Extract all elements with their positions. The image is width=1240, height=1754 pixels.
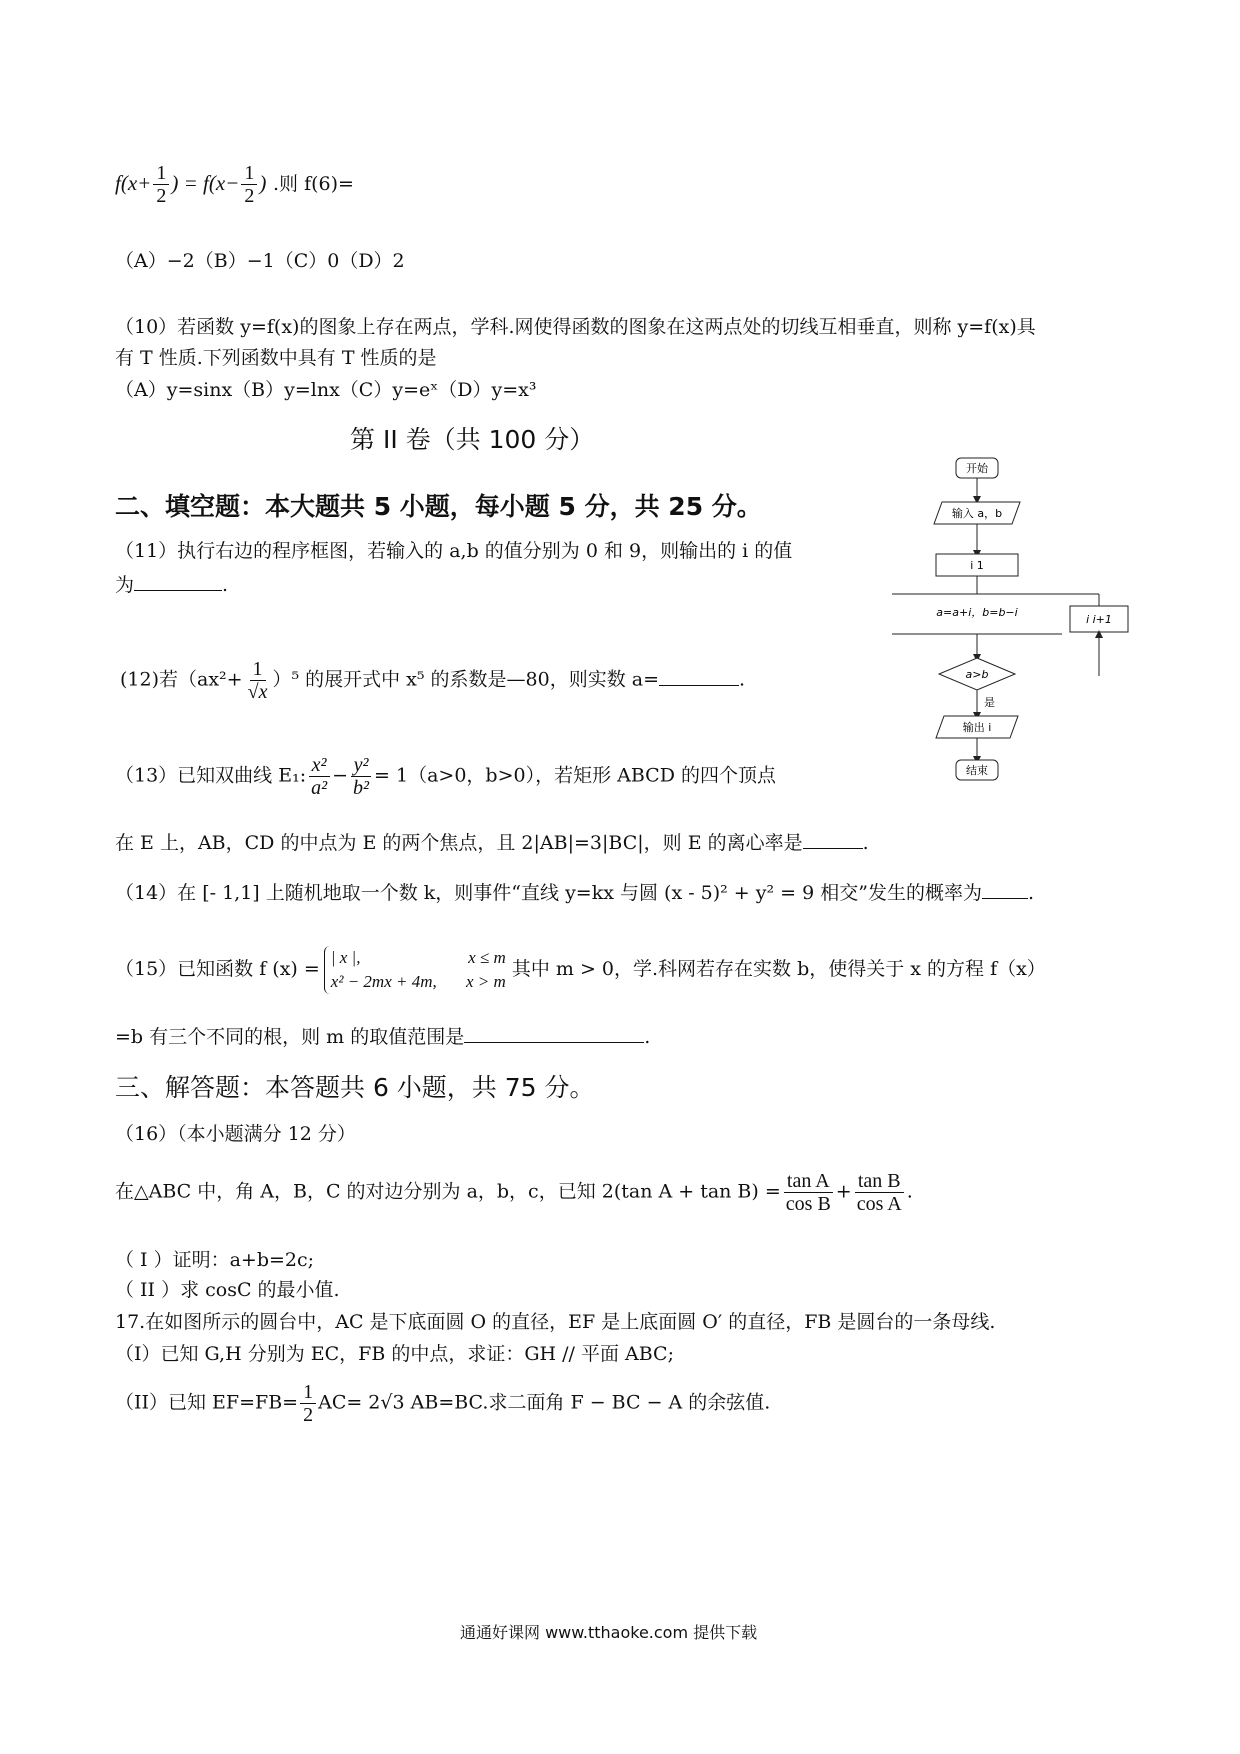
q9-equation bbox=[115, 162, 354, 207]
q13-frac1-num: x² bbox=[309, 754, 330, 777]
q17-pre3: （II）已知 EF=FB= bbox=[115, 1391, 299, 1414]
q13-pre: （13）已知双曲线 E₁: bbox=[115, 764, 307, 787]
q11-line1: （11）执行右边的程序框图，若输入的 a,b 的值分别为 0 和 9，则输出的 i 的值 bbox=[115, 540, 793, 562]
q9-half-fraction-2 bbox=[241, 162, 257, 207]
q10-line2: 有 T 性质.下列函数中具有 T 性质的是 bbox=[115, 347, 437, 369]
q17-line2: （I）已知 G,H 分别为 EC，FB 的中点，求证：GH // 平面 ABC; bbox=[115, 1343, 674, 1365]
q17-post3: AC= 2√3 AB=BC.求二面角 F − BC − A 的余弦值. bbox=[318, 1391, 771, 1414]
q15-answer-blank[interactable] bbox=[464, 1024, 644, 1043]
flow-start-label: 开始 bbox=[966, 462, 988, 475]
q15-line2: =b 有三个不同的根，则 m 的取值范围是 . bbox=[115, 1026, 651, 1048]
q16-frac2 bbox=[854, 1170, 905, 1215]
q17-line3 bbox=[115, 1381, 770, 1426]
q12: (12)若（ax²+ $\frac{1}{√x}$ ）⁵ 的展开式中 x⁵ 的系数是—80，则实数 a= . bbox=[120, 658, 746, 703]
q14-answer-blank[interactable] bbox=[982, 880, 1028, 899]
q13-frac1-den: a² bbox=[311, 777, 328, 799]
q16-header: （16）（本小题满分 12 分） bbox=[115, 1123, 356, 1145]
flow-end-label: 结束 bbox=[966, 764, 988, 777]
q16-frac1-num: tan A bbox=[784, 1170, 833, 1193]
q9-mid: ) = f(x− bbox=[171, 171, 240, 195]
q12-frac-den: √x bbox=[247, 681, 268, 703]
flow-assign-label: a=a+i，b=b−i bbox=[936, 606, 1018, 619]
q9-end: ) bbox=[259, 171, 267, 195]
q13-line2-text: 在 E 上，AB，CD 的中点为 E 的两个焦点，且 2|AB|=3|BC|，则 E 的离心率是 bbox=[115, 832, 803, 854]
q9-frac2-num: 1 bbox=[241, 162, 257, 185]
flow-yes-label: 是 bbox=[984, 696, 995, 709]
q16-pre: 在△ABC 中，角 A，B，C 的对边分别为 a，b，c，已知 2(tan A + tan B) = bbox=[115, 1180, 781, 1203]
q11-prefix: 为 bbox=[115, 574, 135, 596]
flowchart bbox=[880, 450, 1140, 800]
q13-frac2-num: y² bbox=[351, 754, 372, 777]
q17-frac bbox=[300, 1381, 316, 1426]
q15-case2-cond: x > m bbox=[466, 971, 506, 991]
q13-answer-blank[interactable] bbox=[803, 830, 863, 849]
q16-statement bbox=[115, 1170, 913, 1215]
q9-options: （A）−2（B）−1（C）0（D）2 bbox=[115, 250, 405, 272]
q16-frac1-den: cos B bbox=[785, 1193, 831, 1215]
q16-frac2-den: cos A bbox=[856, 1193, 902, 1215]
q9-frac2-den: 2 bbox=[244, 185, 255, 207]
part2-title: 第 II 卷（共 100 分） bbox=[350, 425, 595, 454]
q15-case2-expr: x² − 2mx + 4m, bbox=[330, 971, 437, 991]
q13-post: = 1（a>0，b>0），若矩形 ABCD 的四个顶点 bbox=[374, 764, 776, 787]
q11-answer-blank[interactable] bbox=[134, 572, 222, 591]
footer-credit: 通通好课网 www.tthaoke.com 提供下载 bbox=[460, 1623, 758, 1642]
q9-half-fraction bbox=[153, 162, 169, 207]
q16-part2: （ II ）求 cosC 的最小值. bbox=[115, 1279, 340, 1301]
q13-frac2-den: b² bbox=[353, 777, 370, 799]
flow-increment-label: i i+1 bbox=[1086, 613, 1112, 626]
q11-line2: 为 . bbox=[115, 574, 229, 596]
q12-answer-blank[interactable] bbox=[659, 667, 739, 686]
q9-frac-num: 1 bbox=[153, 162, 169, 185]
q16-frac2-num: tan B bbox=[855, 1170, 904, 1193]
q12-frac-num: 1 bbox=[250, 658, 266, 681]
section2-title: 二、填空题：本大题共 5 小题，每小题 5 分，共 25 分。 bbox=[115, 492, 762, 521]
q16-part1: （ I ）证明：a+b=2c; bbox=[115, 1249, 315, 1271]
q14: （14）在 [- 1,1] 上随机地取一个数 k，则事件“直线 y=kx 与圆 (x - 5)² + y² = 9 相交”发生的概率为 . bbox=[115, 882, 1035, 904]
q16-end: . bbox=[906, 1180, 913, 1203]
q12-pre: (12)若（ax²+ bbox=[120, 668, 243, 691]
q9-lhs: f(x+ bbox=[115, 171, 152, 195]
q16-plus: + bbox=[835, 1180, 852, 1203]
q15-case1-cond: x ≤ m bbox=[468, 948, 506, 967]
q12-post: ）⁵ 的展开式中 x⁵ 的系数是—80，则实数 a= bbox=[272, 668, 659, 691]
q13-minus: − bbox=[332, 764, 349, 787]
q15-case1-expr: | x |, bbox=[330, 948, 361, 967]
flow-condition-label: a>b bbox=[965, 668, 989, 681]
q13-frac1 bbox=[308, 754, 330, 799]
q16-frac1 bbox=[783, 1170, 834, 1215]
q10-line1: （10）若函数 y=f(x)的图象上存在两点，学科.网使得函数的图象在这两点处的切线互相垂直，则称 y=f(x)具 bbox=[115, 316, 1036, 338]
flow-init-label: i 1 bbox=[970, 559, 984, 572]
q15-piecewise bbox=[324, 946, 506, 994]
q13-line2: 在 E 上，AB，CD 的中点为 E 的两个焦点，且 2|AB|=3|BC|，则 E 的离心率是 . bbox=[115, 832, 869, 854]
q9-frac-den: 2 bbox=[156, 185, 167, 207]
q13-frac2 bbox=[350, 754, 372, 799]
flow-output-label: 输出 i bbox=[962, 721, 992, 734]
section3-title: 三、解答题：本答题共 6 小题，共 75 分。 bbox=[115, 1073, 595, 1102]
q9-tail: .则 f(6)= bbox=[273, 173, 354, 195]
q14-text: （14）在 [- 1,1] 上随机地取一个数 k，则事件“直线 y=kx 与圆 (x - 5)² + y² = 9 相交”发生的概率为 bbox=[115, 882, 982, 904]
q17-line1: 17.在如图所示的圆台中，AC 是下底面圆 O 的直径，EF 是上底面圆 O′ 的直径，FB 是圆台的一条母线. bbox=[115, 1311, 996, 1333]
q15-line2-text: =b 有三个不同的根，则 m 的取值范围是 bbox=[115, 1026, 465, 1048]
q10-options: （A）y=sinx（B）y=lnx（C）y=eˣ（D）y=x³ bbox=[115, 379, 537, 401]
q12-fraction bbox=[245, 658, 271, 703]
q13-line1 bbox=[115, 754, 776, 799]
q15-pre: （15）已知函数 f (x) = bbox=[115, 957, 320, 980]
q17-frac-den: 2 bbox=[303, 1404, 314, 1426]
q15-post: 其中 m > 0，学.科网若存在实数 b，使得关于 x 的方程 f（x） bbox=[511, 957, 1046, 980]
q17-frac-num: 1 bbox=[300, 1381, 316, 1404]
flow-input-label: 输入 a，b bbox=[951, 507, 1003, 520]
q15-line1 bbox=[115, 946, 1046, 994]
